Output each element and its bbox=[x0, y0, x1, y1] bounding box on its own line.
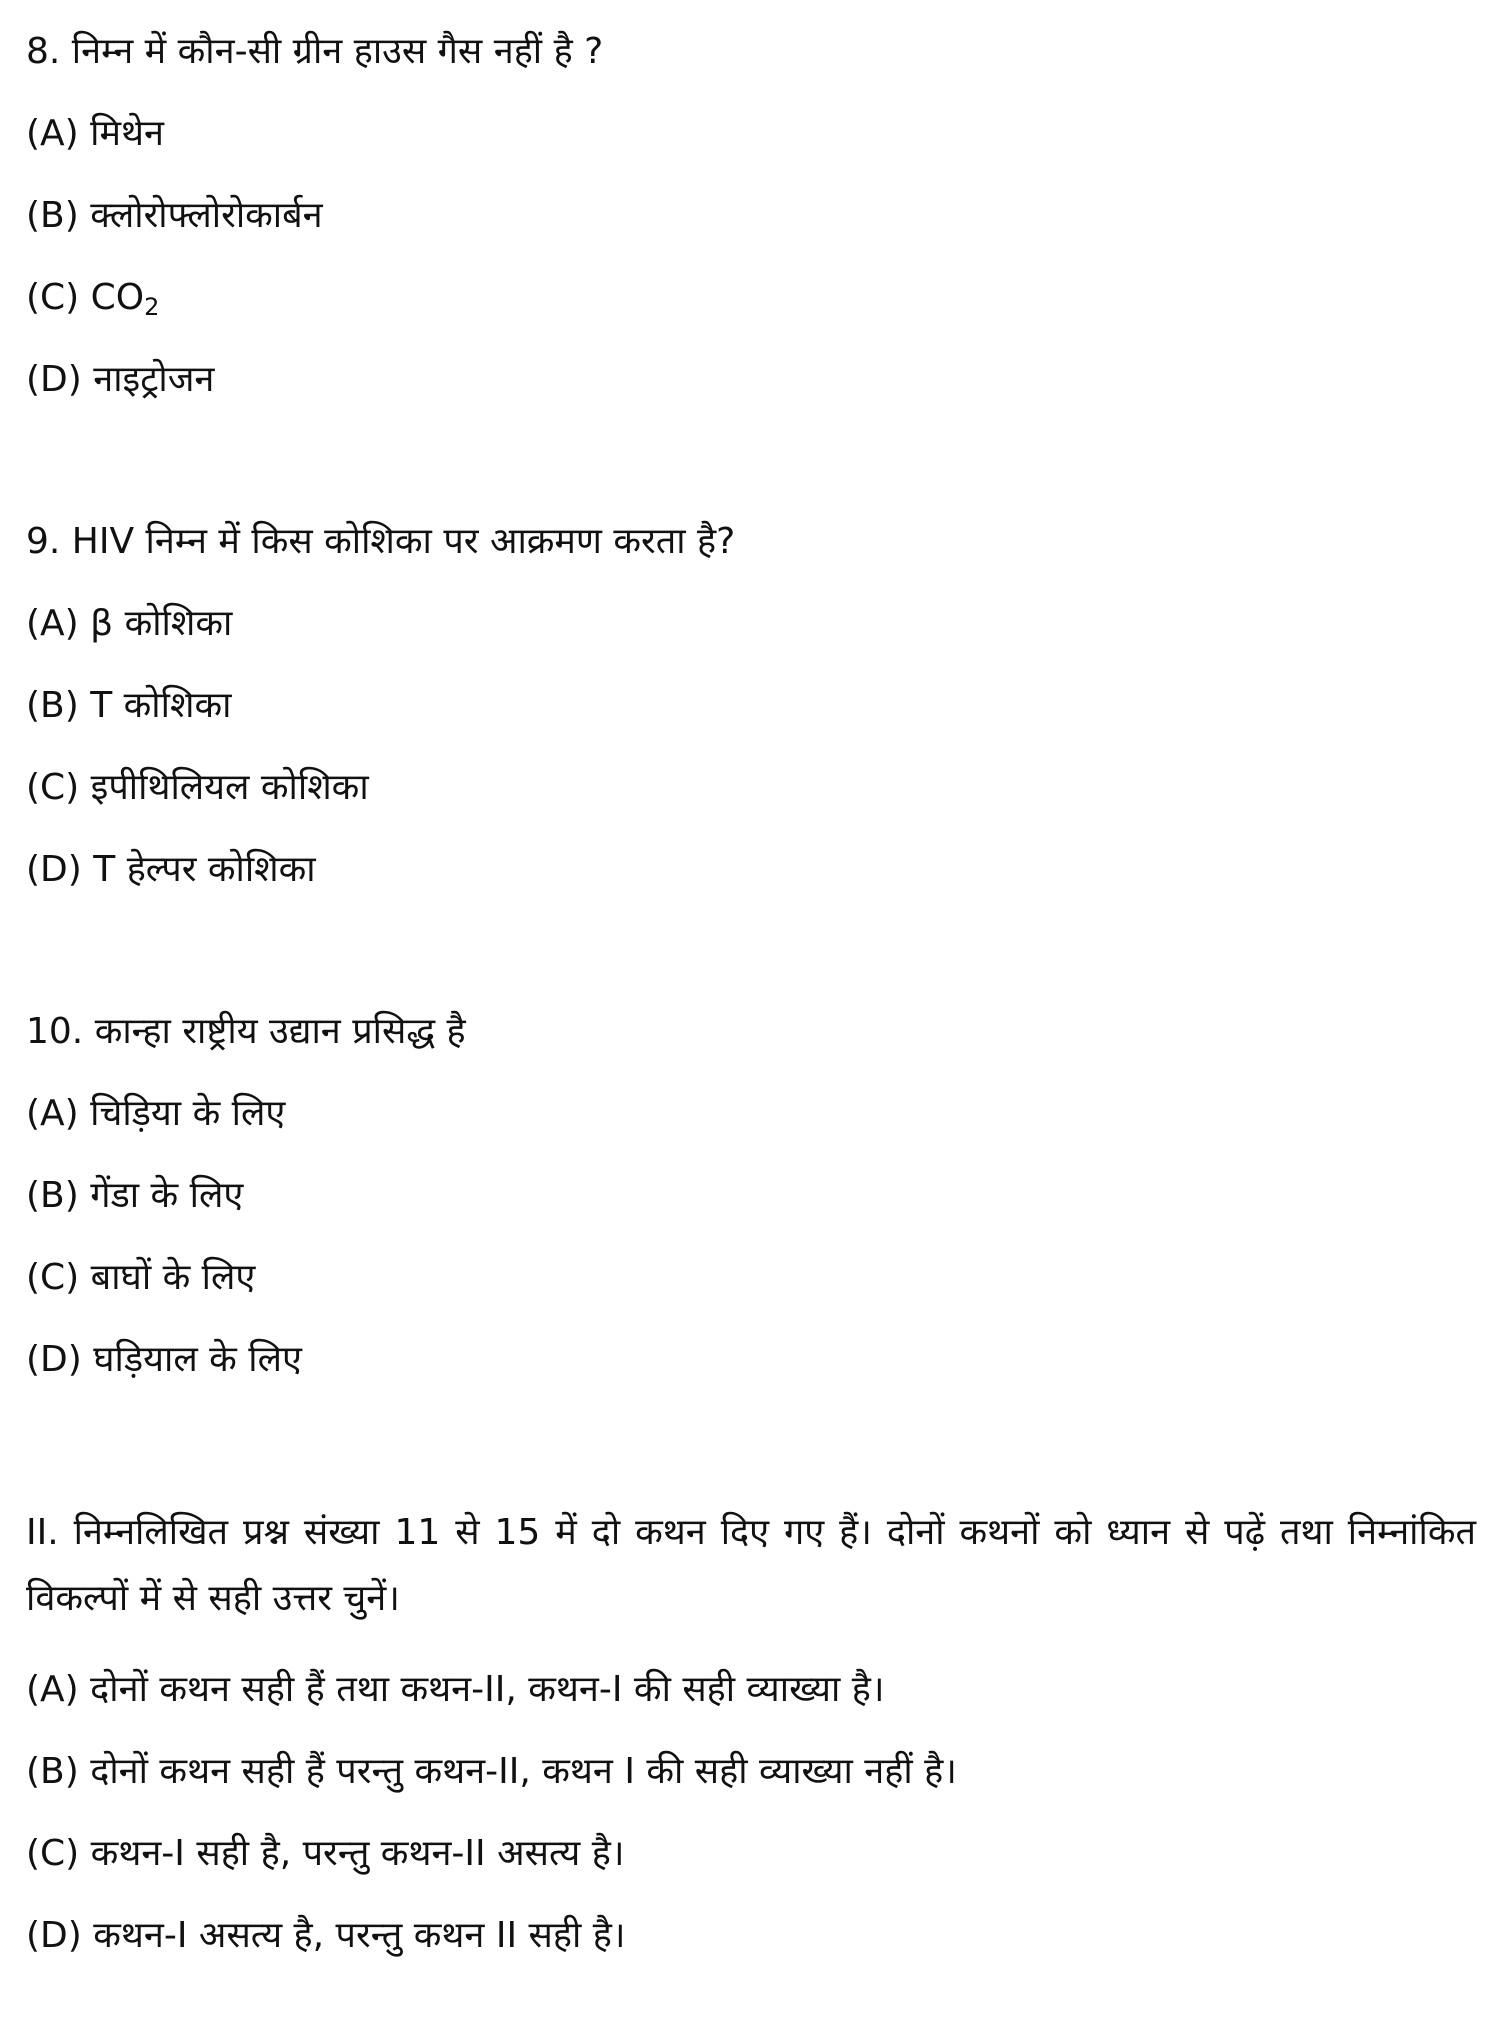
option-c: (C) कथन-I सही है, परन्तु कथन-II असत्य है। bbox=[26, 1833, 625, 1874]
option-a: (A) चिड़िया के लिए bbox=[26, 1093, 286, 1134]
question-9 bbox=[26, 520, 1476, 892]
option-d: (D) T हेल्पर कोशिका bbox=[26, 849, 316, 890]
section-ii bbox=[26, 1500, 1476, 1958]
option-a: (A) दोनों कथन सही हैं तथा कथन-II, कथन-I की सही व्याख्या है। bbox=[26, 1669, 885, 1710]
question-8 bbox=[26, 30, 1476, 402]
option-d: (D) कथन-I असत्य है, परन्तु कथन II सही है। bbox=[26, 1915, 626, 1956]
option-b: (B) क्लोरोफ्लोरोकार्बन bbox=[26, 195, 323, 236]
option-a: (A) मिथेन bbox=[26, 113, 164, 154]
option-d: (D) नाइट्रोजन bbox=[26, 359, 215, 400]
option-c: (C) बाघों के लिए bbox=[26, 1257, 256, 1298]
question-10 bbox=[26, 1010, 1476, 1382]
question-page bbox=[26, 30, 1476, 1996]
option-c bbox=[26, 276, 1476, 320]
option-d: (D) घड़ियाल के लिए bbox=[26, 1339, 302, 1380]
question-text: 9. HIV निम्न में किस कोशिका पर आक्रमण करता है? bbox=[26, 521, 736, 562]
option-b: (B) दोनों कथन सही हैं परन्तु कथन-II, कथन I की सही व्याख्या नहीं है। bbox=[26, 1751, 957, 1792]
co2-subscript: 2 bbox=[144, 293, 160, 321]
option-c: (C) इपीथिलियल कोशिका bbox=[26, 767, 369, 808]
option-b: (B) T कोशिका bbox=[26, 685, 232, 726]
question-text: 8. निम्न में कौन-सी ग्रीन हाउस गैस नहीं है ? bbox=[26, 31, 604, 72]
option-a: (A) β कोशिका bbox=[26, 603, 233, 644]
question-text: 10. कान्हा राष्ट्रीय उद्यान प्रसिद्ध है bbox=[26, 1011, 466, 1052]
section-instruction: II. निम्नलिखित प्रश्न संख्या 11 से 15 में दो कथन दिए गए हैं। दोनों कथनों को ध्यान से पढ़ें तथा निम्नांकित विकल्पों में से सही उत्तर चुनें। bbox=[26, 1512, 1476, 1619]
option-b: (B) गेंडा के लिए bbox=[26, 1175, 244, 1216]
option-c-text: (C) CO bbox=[26, 277, 145, 318]
